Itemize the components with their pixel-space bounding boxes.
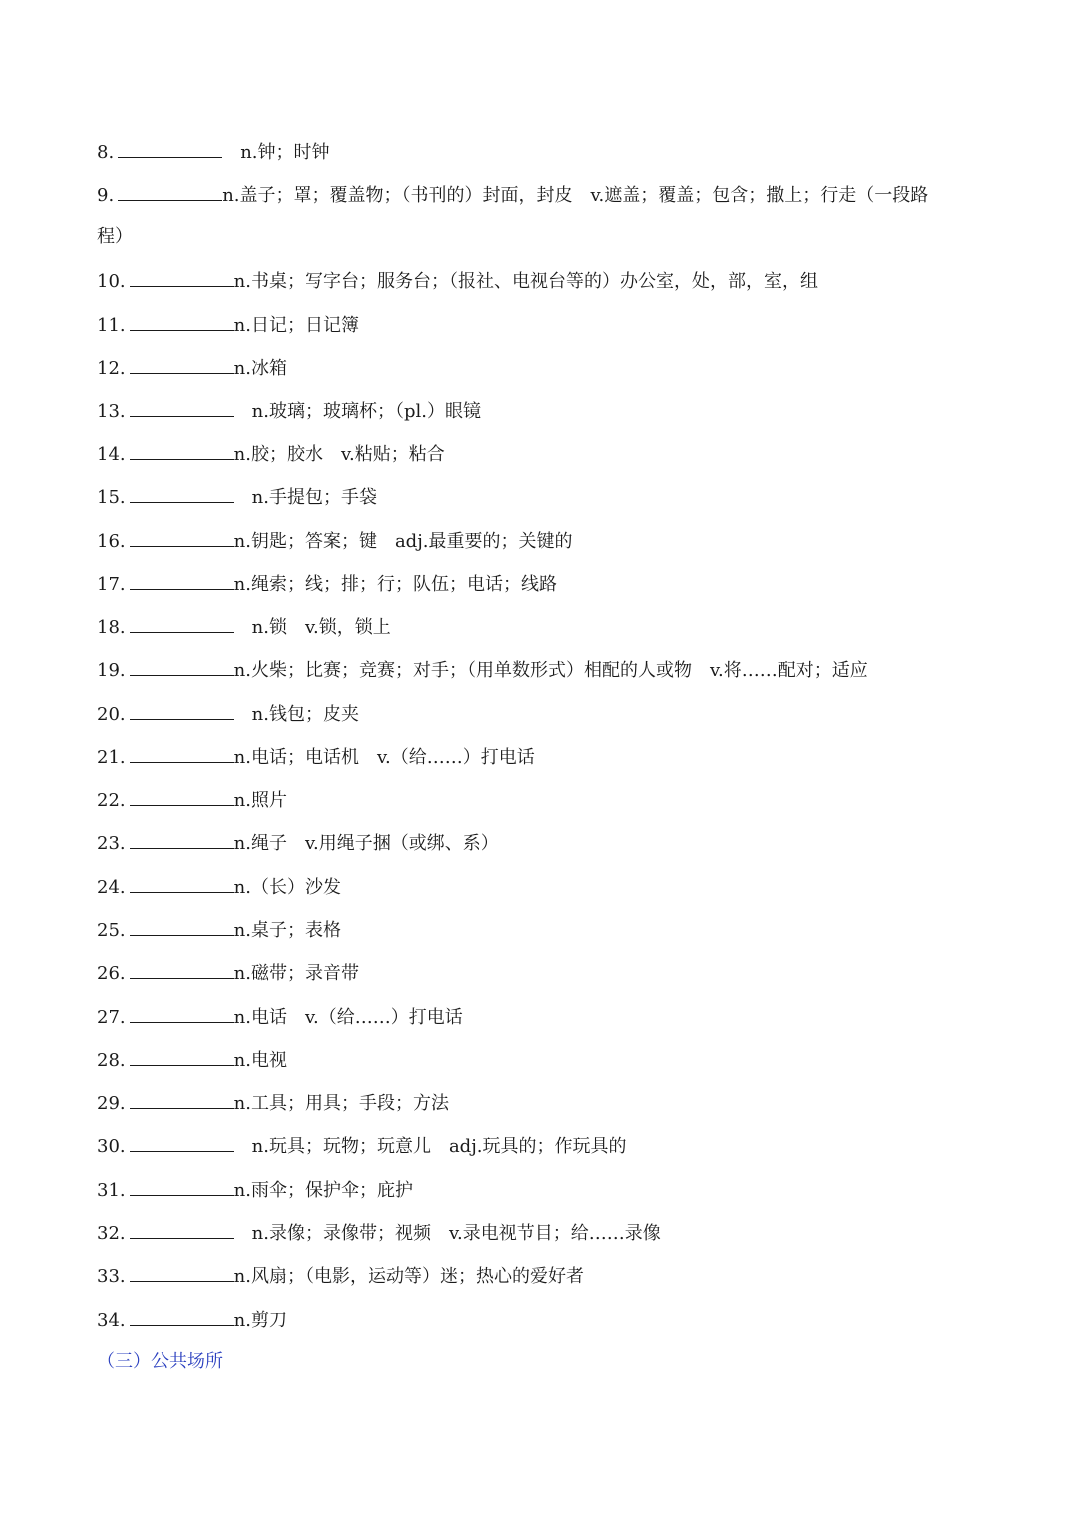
item-number: 29.	[97, 1093, 126, 1114]
item-definition: n.玩具；玩物；玩意儿 adj.玩具的；作玩具的	[251, 1136, 627, 1157]
item-definition: n.冰箱	[233, 358, 287, 379]
item-number: 15.	[97, 487, 126, 508]
answer-blank[interactable]	[130, 917, 234, 936]
vocab-item	[97, 1177, 413, 1203]
item-number: 19.	[97, 660, 126, 681]
vocab-item	[97, 182, 928, 208]
vocab-item	[97, 1090, 449, 1116]
vocab-item	[97, 355, 287, 381]
item-number: 24.	[97, 877, 126, 898]
item-number: 22.	[97, 790, 126, 811]
item-number: 27.	[97, 1007, 126, 1028]
answer-blank[interactable]	[130, 657, 234, 676]
vocab-item	[97, 484, 377, 510]
item-definition: n.玻璃；玻璃杯；（pl.）眼镜	[251, 401, 481, 422]
vocab-item	[97, 1263, 584, 1289]
vocab-item	[97, 701, 359, 727]
vocab-item	[97, 1220, 661, 1246]
item-number: 33.	[97, 1266, 126, 1287]
answer-blank[interactable]	[130, 398, 234, 417]
answer-blank[interactable]	[130, 528, 234, 547]
item-number: 17.	[97, 574, 126, 595]
answer-blank[interactable]	[130, 268, 234, 287]
item-definition: n.雨伞；保护伞；庇护	[233, 1180, 413, 1201]
item-number: 14.	[97, 444, 126, 465]
vocab-item	[97, 960, 359, 986]
item-definition: n.剪刀	[233, 1310, 287, 1331]
vocab-item	[97, 830, 499, 856]
vocab-item	[97, 398, 481, 424]
vocab-item	[97, 744, 535, 770]
item-definition: n.桌子；表格	[233, 920, 341, 941]
item-definition: n.钥匙；答案；键 adj.最重要的；关键的	[233, 531, 573, 552]
answer-blank[interactable]	[118, 182, 222, 201]
item-number: 28.	[97, 1050, 126, 1071]
answer-blank[interactable]	[130, 1004, 234, 1023]
item-number: 32.	[97, 1223, 126, 1244]
item-definition: n.（长）沙发	[233, 877, 341, 898]
vocab-item	[97, 1307, 287, 1333]
item-number: 9.	[97, 185, 115, 206]
item-number: 20.	[97, 704, 126, 725]
item-definition: n.工具；用具；手段；方法	[233, 1093, 449, 1114]
item-definition: n.绳子 v.用绳子捆（或绑、系）	[233, 833, 499, 854]
vocab-item	[97, 657, 868, 683]
item-definition: n.手提包；手袋	[251, 487, 377, 508]
answer-blank[interactable]	[130, 441, 234, 460]
vocab-item	[97, 787, 287, 813]
item-definition: n.火柴；比赛；竞赛；对手；（用单数形式）相配的人或物 v.将……配对；适应	[233, 660, 868, 681]
vocab-item	[97, 1133, 627, 1159]
item-definition: n.磁带；录音带	[233, 963, 359, 984]
item-definition: n.锁 v.锁，锁上	[251, 617, 391, 638]
vocab-item	[97, 441, 445, 467]
item-definition: n.电话 v.（给……）打电话	[233, 1007, 463, 1028]
item-definition: n.书桌；写字台；服务台；（报社、电视台等的）办公室，处，部，室，组	[233, 271, 818, 292]
item-definition: n.钱包；皮夹	[251, 704, 359, 725]
answer-blank[interactable]	[118, 139, 222, 158]
answer-blank[interactable]	[130, 960, 234, 979]
section-heading: （三）公共场所	[97, 1351, 223, 1372]
item-number: 34.	[97, 1310, 126, 1331]
vocab-item	[97, 874, 341, 900]
item-definition: n.电视	[233, 1050, 287, 1071]
item-definition: n.风扇；（电影，运动等）迷；热心的爱好者	[233, 1266, 584, 1287]
item-number: 30.	[97, 1136, 126, 1157]
answer-blank[interactable]	[130, 830, 234, 849]
answer-blank[interactable]	[130, 701, 234, 720]
vocab-item	[97, 268, 818, 294]
item-definition: n.照片	[233, 790, 287, 811]
item-number: 18.	[97, 617, 126, 638]
answer-blank[interactable]	[130, 355, 234, 374]
item-definition: n.胶；胶水 v.粘贴；粘合	[233, 444, 445, 465]
item-number: 26.	[97, 963, 126, 984]
vocab-item	[97, 614, 391, 640]
answer-blank[interactable]	[130, 787, 234, 806]
answer-blank[interactable]	[130, 1133, 234, 1152]
vocab-item	[97, 1047, 287, 1073]
vocab-item	[97, 312, 359, 338]
item-number: 10.	[97, 271, 126, 292]
item-number: 11.	[97, 315, 126, 336]
vocab-item	[97, 1004, 463, 1030]
item-definition: n.绳索；线；排；行；队伍；电话；线路	[233, 574, 557, 595]
item-number: 31.	[97, 1180, 126, 1201]
answer-blank[interactable]	[130, 744, 234, 763]
item-definition: n.钟；时钟	[240, 142, 330, 163]
vocab-item	[97, 139, 330, 165]
item-definition: n.盖子；罩；覆盖物；（书刊的）封面，封皮 v.遮盖；覆盖；包含；撒上；行走（一段路	[222, 185, 929, 206]
vocab-item	[97, 528, 573, 554]
answer-blank[interactable]	[130, 1177, 234, 1196]
item-number: 8.	[97, 142, 115, 163]
answer-blank[interactable]	[130, 614, 234, 633]
answer-blank[interactable]	[130, 312, 234, 331]
item-definition: n.日记；日记簿	[233, 315, 359, 336]
item-number: 25.	[97, 920, 126, 941]
answer-blank[interactable]	[130, 571, 234, 590]
vocab-item	[97, 917, 341, 943]
item-definition-continued: 程）	[97, 226, 133, 247]
answer-blank[interactable]	[130, 1090, 234, 1109]
item-number: 12.	[97, 358, 126, 379]
item-number: 23.	[97, 833, 126, 854]
answer-blank[interactable]	[130, 484, 234, 503]
item-number: 13.	[97, 401, 126, 422]
answer-blank[interactable]	[130, 874, 234, 893]
item-number: 16.	[97, 531, 126, 552]
answer-blank[interactable]	[130, 1307, 234, 1326]
answer-blank[interactable]	[130, 1263, 234, 1282]
item-definition: n.电话；电话机 v.（给……）打电话	[233, 747, 535, 768]
answer-blank[interactable]	[130, 1047, 234, 1066]
item-number: 21.	[97, 747, 126, 768]
answer-blank[interactable]	[130, 1220, 234, 1239]
vocab-item	[97, 571, 557, 597]
item-definition: n.录像；录像带；视频 v.录电视节目；给……录像	[251, 1223, 661, 1244]
